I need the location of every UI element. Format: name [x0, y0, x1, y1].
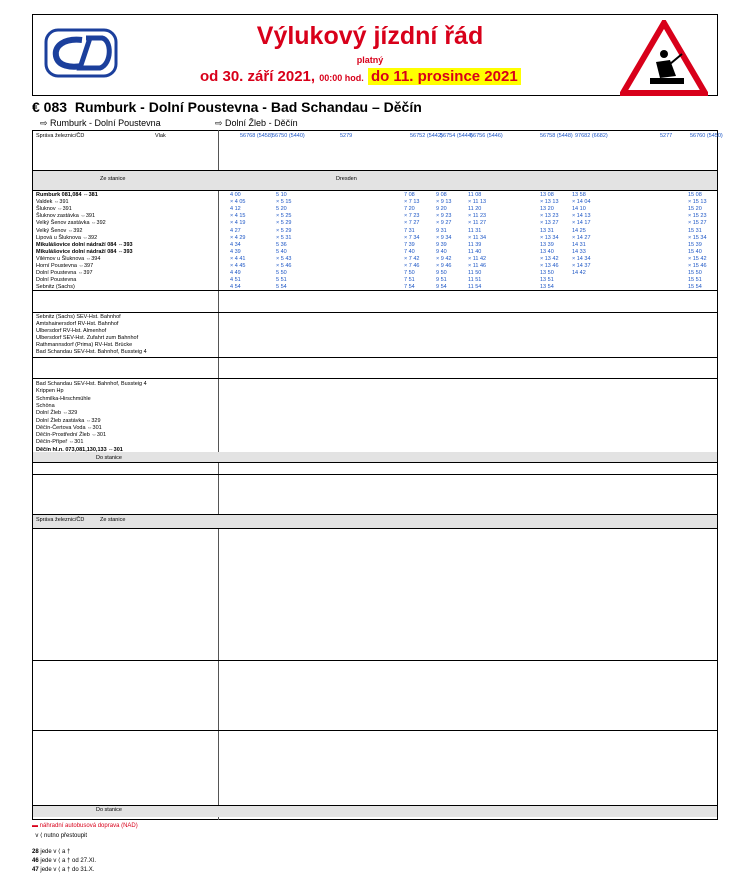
time-cell: 7 40 — [404, 248, 415, 255]
train-number: 56756 (5446) — [470, 133, 503, 139]
time-cell: × 9 23 — [436, 213, 452, 220]
time-cell: 9 40 — [436, 248, 447, 255]
time-cell: 9 54 — [436, 284, 447, 291]
time-cell: × 7 27 — [404, 220, 420, 227]
train-number: 56768 (5458) — [240, 133, 273, 139]
time-cell: × 11 13 — [468, 199, 487, 206]
route-name: Rumburk - Dolní Poustevna - Bad Schandau – Děčín — [74, 99, 422, 115]
lower-station-name: Děčín-Čertova Voda ⇔301 — [36, 424, 102, 431]
time-cell: 13 50 — [540, 270, 554, 277]
time-cell: 4 49 — [230, 270, 241, 277]
station-name: Šluknov zastávka ⇔391 — [36, 213, 96, 220]
time-cell: × 5 29 — [276, 227, 292, 234]
train-number: 56758 (5448) — [540, 133, 573, 139]
sev-station-name: Ulbersdorf SEV-Hst. Zufahrt zum Bahnhof — [36, 335, 139, 341]
time-cell: 15 08 — [688, 192, 702, 198]
time-cell: × 9 13 — [436, 199, 452, 206]
time-cell: 13 40 — [540, 248, 554, 255]
time-cell: × 5 15 — [276, 199, 292, 206]
do-stanice-label: Do stanice — [96, 455, 122, 461]
time-cell: 9 08 — [436, 192, 447, 198]
time-label: 00:00 hod. — [319, 73, 364, 83]
time-cell: 9 51 — [436, 277, 447, 284]
station-name: Mikulášovice dolní nádraží 084 ⇔393 — [36, 241, 133, 248]
station-name: Vilémov u Šluknova ⇔394 — [36, 255, 101, 262]
time-cell: 9 20 — [436, 206, 447, 213]
legend-46: 46 jede v ⟨ a † od 27.XI. — [32, 858, 97, 864]
time-cell: 9 31 — [436, 227, 447, 234]
time-cell: 7 31 — [404, 227, 415, 234]
train-number: 97682 (6682) — [575, 133, 608, 139]
time-cell: × 11 46 — [468, 263, 487, 269]
time-cell: 7 50 — [404, 270, 415, 277]
time-cell: 15 39 — [688, 241, 702, 248]
ze-stanice-label: Ze stanice — [100, 176, 126, 182]
station-name: Valdek ⇔391 — [36, 199, 69, 206]
time-cell: 5 36 — [276, 241, 287, 248]
cd-logo-icon — [44, 28, 118, 78]
time-cell: × 13 46 — [540, 263, 559, 269]
time-cell: 11 31 — [468, 227, 482, 234]
time-cell: × 11 27 — [468, 220, 487, 227]
route-sub-1: ⇨ Rumburk - Dolní Poustevna — [40, 118, 161, 128]
station-name: Sebnitz (Sachs) — [36, 284, 75, 291]
train-number: 5277 — [660, 133, 673, 139]
time-cell: × 5 46 — [276, 263, 292, 269]
time-cell: 4 34 — [230, 241, 241, 248]
lower-station-name: Dolní Žleb zastávka ⇔329 — [36, 417, 101, 424]
time-cell: 5 50 — [276, 270, 287, 277]
time-cell: × 9 46 — [436, 263, 452, 269]
time-cell: × 9 42 — [436, 255, 452, 262]
station-name: Dolní Poustevna — [36, 277, 77, 284]
time-cell: 7 51 — [404, 277, 415, 284]
do-stanice-row — [33, 452, 717, 462]
time-cell: 13 20 — [540, 206, 554, 213]
time-cell: × 15 27 — [688, 220, 707, 227]
time-cell: × 14 13 — [572, 213, 591, 220]
time-cell: × 13 27 — [540, 220, 559, 227]
station-name: Mikulášovice dolní nádraží 084 ⇔393 — [36, 248, 133, 255]
time-cell: 4 39 — [230, 248, 241, 255]
valid-label: platný — [356, 55, 384, 65]
time-cell: 15 50 — [688, 270, 702, 277]
time-cell: × 14 04 — [572, 199, 591, 206]
dresden-label: Dresden — [336, 176, 357, 182]
legend-47: 47 jede v ⟨ a † do 31.X. — [32, 867, 95, 873]
time-cell: × 11 23 — [468, 213, 487, 220]
validity-dates — [200, 68, 521, 85]
train-number: 56750 (5440) — [272, 133, 305, 139]
sev-station-name: Sebnitz (Sachs) SEV-Hst. Bahnhof — [36, 314, 121, 320]
time-cell: × 4 41 — [230, 255, 246, 262]
time-cell: × 15 23 — [688, 213, 707, 220]
route-sub-2: ⇨ Dolní Žleb - Děčín — [215, 118, 298, 128]
time-cell: × 9 34 — [436, 234, 452, 241]
time-cell: × 13 34 — [540, 234, 559, 241]
sev-station-name: Rathmannsdorf (Prima) RV-Hst. Brücke — [36, 342, 133, 348]
time-cell: 9 39 — [436, 241, 447, 248]
sev-station-name: Bad Schandau SEV-Hst. Bahnhof, Bussteig 4 — [36, 349, 147, 355]
train-number: 56754 (5444) — [440, 133, 473, 139]
time-cell: 11 40 — [468, 248, 482, 255]
time-cell: × 14 34 — [572, 255, 591, 262]
time-cell: × 4 19 — [230, 220, 246, 227]
time-cell: 4 27 — [230, 227, 241, 234]
time-cell: 13 58 — [572, 192, 586, 198]
station-name: Šluknov ⇔391 — [36, 206, 72, 213]
time-cell: × 5 31 — [276, 234, 292, 241]
page-title: Výlukový jízdní řád — [256, 22, 484, 50]
lower-station-name: Schmilka-Hirschmühle — [36, 395, 91, 402]
ze-stanice-row-2 — [33, 514, 717, 528]
time-cell: 11 51 — [468, 277, 482, 284]
time-cell: × 7 42 — [404, 255, 420, 262]
time-cell: 11 54 — [468, 284, 482, 291]
ze-stanice-row — [33, 170, 717, 190]
roadworks-warning-icon — [620, 20, 708, 96]
time-cell: 15 40 — [688, 248, 702, 255]
time-cell: 13 39 — [540, 241, 554, 248]
time-cell: × 11 42 — [468, 255, 487, 262]
time-cell: 5 51 — [276, 277, 287, 284]
time-cell: 11 39 — [468, 241, 482, 248]
time-cell: × 5 25 — [276, 213, 292, 220]
lower-station-name: Děčín hl.n. 073,081,130,133 ⇔301 — [36, 446, 123, 453]
train-number: 56752 (5442) — [410, 133, 443, 139]
station-name: Velký Šenov ⇔392 — [36, 227, 83, 234]
time-cell: × 13 42 — [540, 255, 559, 262]
route-heading — [32, 99, 422, 115]
station-name: Velký Šenov zastávka ⇔392 — [36, 220, 106, 227]
time-cell: × 5 43 — [276, 255, 292, 262]
lower-station-name: Děčín-Přípeř ⇔301 — [36, 439, 84, 446]
time-cell: × 15 13 — [688, 199, 707, 206]
sev-station-name: Amtshainersdorf RV-Hst. Bahnhof — [36, 321, 119, 327]
time-cell: 4 12 — [230, 206, 241, 213]
time-cell: 15 31 — [688, 227, 702, 234]
do-stanice-label-2: Do stanice — [96, 807, 122, 813]
time-cell: × 13 23 — [540, 213, 559, 220]
station-name: Dolní Poustevna ⇔397 — [36, 270, 93, 277]
time-cell: 7 39 — [404, 241, 415, 248]
station-name: Horní Poustevna ⇔397 — [36, 263, 94, 269]
time-cell: × 11 34 — [468, 234, 487, 241]
time-cell: × 14 27 — [572, 234, 591, 241]
time-cell: 13 08 — [540, 192, 554, 198]
lower-station-name: Děčín-Prostřední Žleb ⇔301 — [36, 432, 107, 439]
time-cell: 15 51 — [688, 277, 702, 284]
time-cell: × 4 05 — [230, 199, 246, 206]
time-cell: 5 20 — [276, 206, 287, 213]
time-cell: 5 40 — [276, 248, 287, 255]
time-cell: × 15 46 — [688, 263, 707, 269]
time-cell: 11 50 — [468, 270, 482, 277]
time-cell: × 14 17 — [572, 220, 591, 227]
time-cell: 4 54 — [230, 284, 241, 291]
legend-nad: ▬ náhradní autobusová doprava (NAD) — [32, 823, 138, 829]
time-cell: × 14 37 — [572, 263, 591, 269]
time-cell: 14 10 — [572, 206, 586, 213]
sev-station-name: Ulbersdorf RV-Hst. Almenhof — [36, 328, 107, 334]
time-cell: × 7 34 — [404, 234, 420, 241]
time-cell: × 5 29 — [276, 220, 292, 227]
ze-stanice-label-2: Ze stanice — [100, 517, 126, 523]
time-cell: 14 25 — [572, 227, 586, 234]
time-cell: × 4 15 — [230, 213, 246, 220]
time-cell: 13 31 — [540, 227, 554, 234]
time-cell: 7 54 — [404, 284, 415, 291]
do-stanice-row-2 — [33, 805, 717, 817]
train-label: Vlak — [155, 133, 166, 139]
time-cell: × 7 13 — [404, 199, 420, 206]
time-cell: 11 20 — [468, 206, 482, 213]
time-cell: 15 20 — [688, 206, 702, 213]
date-to: do 11. prosince 2021 — [368, 68, 521, 85]
date-from: od 30. září 2021, — [200, 68, 316, 85]
time-cell: 11 08 — [468, 192, 482, 198]
time-cell: 14 33 — [572, 248, 586, 255]
time-cell: 5 10 — [276, 192, 287, 198]
station-name: Rumburk 081,084 ⇔381 — [36, 192, 98, 198]
legend-transfer: v ⟨ nutno přestoupit — [35, 833, 88, 839]
station-name: Lipová u Šluknova ⇔392 — [36, 234, 98, 241]
time-cell: 15 54 — [688, 284, 702, 291]
time-cell: × 13 13 — [540, 199, 559, 206]
lower-station-name: Krippen Hp — [36, 388, 64, 395]
time-cell: 7 08 — [404, 192, 415, 198]
lower-station-name: Schöna — [36, 402, 55, 409]
time-cell: × 15 34 — [688, 234, 707, 241]
time-cell: 4 51 — [230, 277, 241, 284]
time-cell: 7 20 — [404, 206, 415, 213]
time-cell: 13 54 — [540, 284, 554, 291]
train-number: 5279 — [340, 133, 353, 139]
time-cell: × 4 45 — [230, 263, 246, 269]
time-cell: × 9 27 — [436, 220, 452, 227]
route-code: € 083 — [32, 99, 68, 115]
time-cell: 5 54 — [276, 284, 287, 291]
time-cell: × 4 29 — [230, 234, 246, 241]
time-cell: 14 42 — [572, 270, 586, 277]
operator-label: Správa železnic/ČD — [36, 133, 85, 139]
lower-station-name: Dolní Žleb ⇔329 — [36, 410, 78, 417]
time-cell: 4 00 — [230, 192, 241, 198]
train-number: 56760 (5450) — [690, 133, 723, 139]
time-cell: × 7 23 — [404, 213, 420, 220]
time-cell: 14 31 — [572, 241, 586, 248]
time-cell: 9 50 — [436, 270, 447, 277]
time-cell: × 15 42 — [688, 255, 707, 262]
time-cell: × 7 46 — [404, 263, 420, 269]
operator-label-2: Správa železnic/ČD — [36, 517, 85, 523]
legend-28: 28 jede v ⟨ a † — [32, 849, 71, 855]
time-cell: 13 51 — [540, 277, 554, 284]
lower-station-name: Bad Schandau SEV-Hst. Bahnhof, Bussteig 4 — [36, 381, 147, 387]
